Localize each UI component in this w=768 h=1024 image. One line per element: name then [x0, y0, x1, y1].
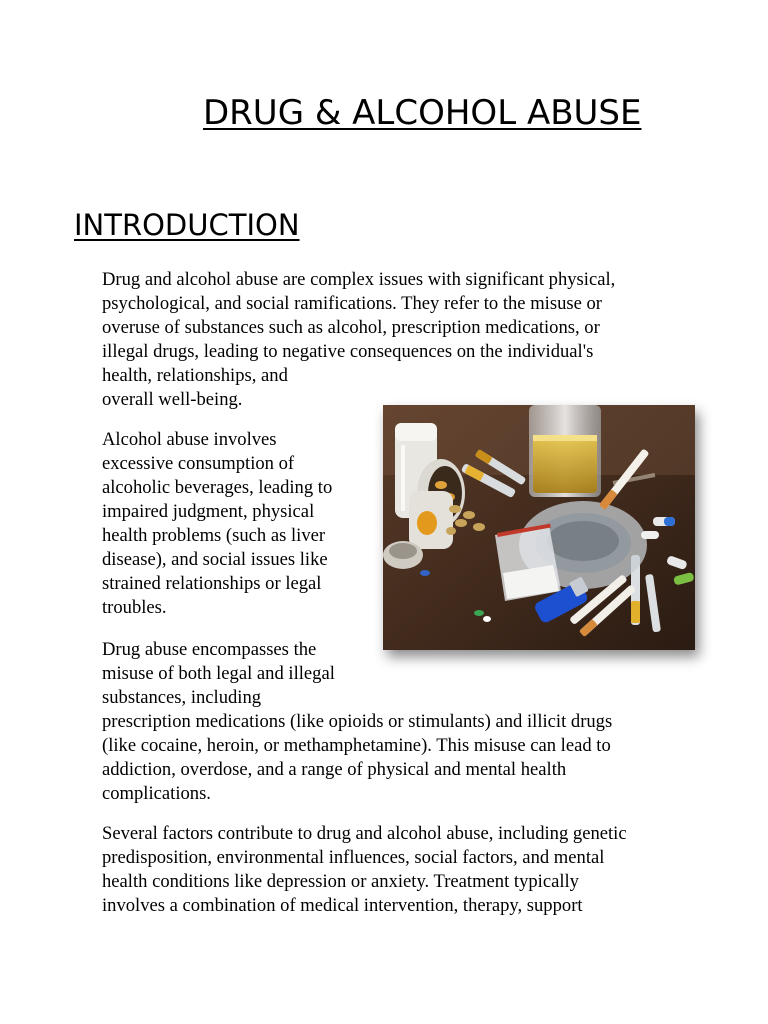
text-line: prescription medications (like opioids or stimulants) and illicit drugs: [102, 711, 613, 732]
document-title: DRUG & ALCOHOL ABUSE: [203, 93, 642, 133]
text-line: Alcohol abuse involves: [102, 429, 277, 450]
text-line: addiction, overdose, and a range of physical and mental health: [102, 759, 567, 780]
contributing-factors-paragraph: [102, 822, 627, 918]
pill-bottle-orange: [409, 491, 453, 549]
text-line: complications.: [102, 783, 211, 804]
whisky-glass: [529, 405, 601, 497]
text-line: psychological, and social ramifications. They refer to the misuse or: [102, 293, 602, 314]
drug-abuse-paragraph: [102, 638, 612, 806]
intro-paragraph-1: [102, 268, 615, 412]
drugs-alcohol-photo: [383, 405, 695, 650]
text-line: overuse of substances such as alcohol, prescription medications, or: [102, 317, 600, 338]
text-line: illegal drugs, leading to negative consequences on the individual's: [102, 341, 594, 362]
text-line: strained relationships or legal: [102, 573, 322, 594]
text-line: Drug and alcohol abuse are complex issues with significant physical,: [102, 269, 616, 290]
text-line: excessive consumption of: [102, 453, 295, 474]
section-heading-introduction: INTRODUCTION: [74, 208, 300, 242]
text-line: alcoholic beverages, leading to: [102, 477, 333, 498]
text-line: substances, including: [102, 687, 262, 708]
text-line: (like cocaine, heroin, or methamphetamine). This misuse can lead to: [102, 735, 611, 756]
text-line: Drug abuse encompasses the: [102, 639, 317, 660]
alcohol-abuse-paragraph: [102, 428, 332, 620]
text-line: health, relationships, and: [102, 365, 288, 386]
bottle-cap: [383, 541, 423, 569]
text-line: troubles.: [102, 597, 167, 618]
text-line: impaired judgment, physical: [102, 501, 315, 522]
text-line: overall well-being.: [102, 389, 243, 410]
text-line: misuse of both legal and illegal: [102, 663, 335, 684]
text-line: disease), and social issues like: [102, 549, 328, 570]
text-line: Several factors contribute to drug and alcohol abuse, including genetic: [102, 823, 627, 844]
text-line: involves a combination of medical intervention, therapy, support: [102, 895, 583, 916]
text-line: predisposition, environmental influences, social factors, and mental: [102, 847, 605, 868]
text-line: health conditions like depression or anxiety. Treatment typically: [102, 871, 579, 892]
text-line: health problems (such as liver: [102, 525, 326, 546]
